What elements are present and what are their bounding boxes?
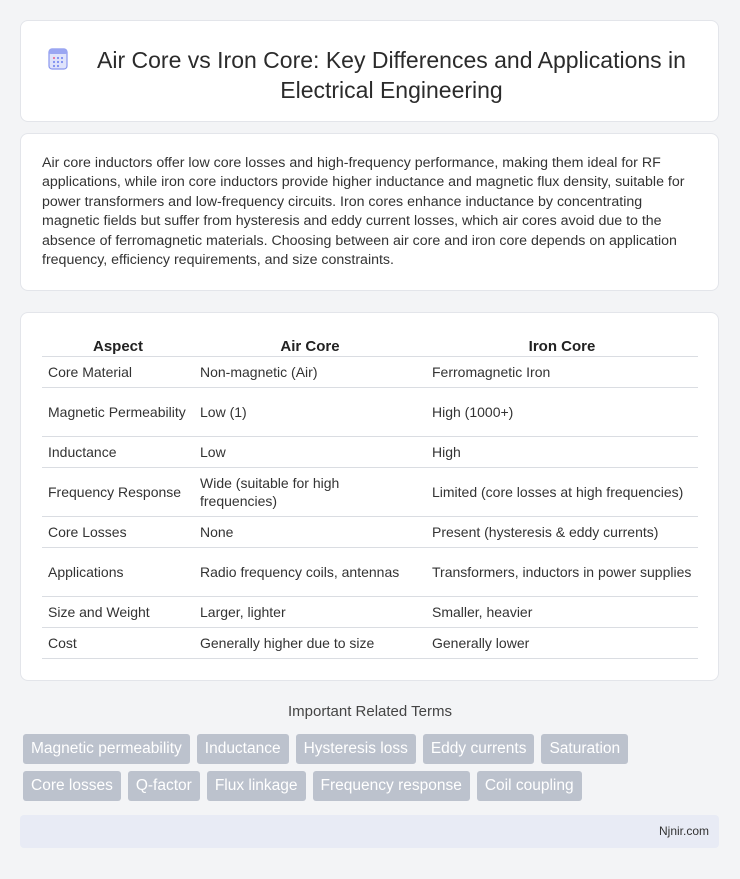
table-cell: Low (1): [194, 388, 426, 437]
related-terms-tags: [23, 734, 713, 808]
tag-hysteresis-loss[interactable]: Hysteresis loss: [296, 734, 416, 764]
tag-q-factor[interactable]: Q-factor: [128, 771, 200, 801]
table-cell: Cost: [42, 628, 194, 659]
table-cell: Transformers, inductors in power supplies: [426, 548, 698, 597]
table-cell: Non-magnetic (Air): [194, 357, 426, 388]
table-cell: High: [426, 437, 698, 468]
table-cell: Applications: [42, 548, 194, 597]
document-icon: [46, 47, 70, 71]
tag-row: [23, 771, 713, 801]
header-iron-core: Iron Core: [426, 333, 698, 357]
footer-site[interactable]: Njnir.com: [658, 824, 709, 838]
table-cell: Smaller, heavier: [426, 597, 698, 628]
table-cell: Wide (suitable for high frequencies): [194, 468, 426, 517]
comparison-table-card: [20, 312, 719, 681]
table-cell: Core Material: [42, 357, 194, 388]
table-cell: Core Losses: [42, 517, 194, 548]
table-cell: Generally lower: [426, 628, 698, 659]
table-row: [42, 517, 698, 548]
header-air-core: Air Core: [194, 333, 426, 357]
header-aspect: Aspect: [42, 333, 194, 357]
table-cell: Present (hysteresis & eddy currents): [426, 517, 698, 548]
page-title: Air Core vs Iron Core: Key Differences and Applications in Electrical Engineering: [97, 47, 686, 103]
table-cell: Generally higher due to size: [194, 628, 426, 659]
table-row: [42, 468, 698, 517]
related-terms-title: Important Related Terms: [288, 703, 452, 720]
table-row: [42, 597, 698, 628]
table-cell: Limited (core losses at high frequencies): [426, 468, 698, 517]
table-row: [42, 357, 698, 388]
tag-coil-coupling[interactable]: Coil coupling: [477, 771, 582, 801]
tag-row: [23, 734, 713, 764]
tag-eddy-currents[interactable]: Eddy currents: [423, 734, 535, 764]
title-card: [20, 20, 719, 122]
table-header-row: [42, 333, 698, 357]
table-cell: Size and Weight: [42, 597, 194, 628]
tag-inductance[interactable]: Inductance: [197, 734, 289, 764]
footer: [20, 815, 719, 848]
table-cell: Inductance: [42, 437, 194, 468]
table-cell: Larger, lighter: [194, 597, 426, 628]
tag-core-losses[interactable]: Core losses: [23, 771, 121, 801]
table-cell: None: [194, 517, 426, 548]
table-cell: High (1000+): [426, 388, 698, 437]
table-row: [42, 437, 698, 468]
summary-text: Air core inductors offer low core losses and high-frequency performance, making them ideal for RF applications, while iron core inductors provide higher inductance and magnetic flux density, suitable for power transformers and low-frequency circuits. Iron cores enhance inductance by concentrating magnetic fields but suffer from hysteresis and eddy current losses, which air cores avoid due to the absence of ferromagnetic materials. Choosing between air core and iron core depends on application frequency, efficiency requirements, and size constraints.: [42, 155, 685, 269]
table-row: [42, 388, 698, 437]
tag-frequency-response[interactable]: Frequency response: [313, 771, 470, 801]
table-cell: Radio frequency coils, antennas: [194, 548, 426, 597]
tag-saturation[interactable]: Saturation: [541, 734, 628, 764]
table-cell: Ferromagnetic Iron: [426, 357, 698, 388]
table-cell: Magnetic Permeability: [42, 388, 194, 437]
tag-magnetic-permeability[interactable]: Magnetic permeability: [23, 734, 190, 764]
table-cell: Low: [194, 437, 426, 468]
table-cell: Frequency Response: [42, 468, 194, 517]
summary-card: [20, 133, 719, 291]
tag-flux-linkage[interactable]: Flux linkage: [207, 771, 306, 801]
table-row: [42, 548, 698, 597]
comparison-table: [42, 333, 698, 659]
table-row: [42, 628, 698, 659]
